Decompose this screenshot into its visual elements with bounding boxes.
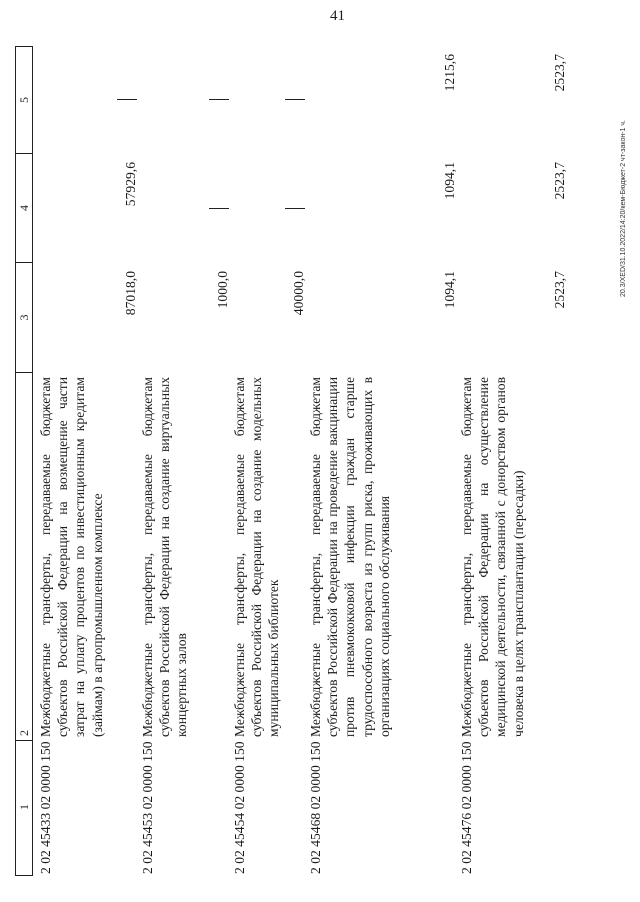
row-value-col3: 1094,1 [441, 271, 457, 309]
row-value-col5: 1215,6 [441, 54, 457, 92]
row-description: Межбюджетные трансферты, передаваемые бюджетам субъектов Российской Федерации на возмещение части затрат на уплату процентов по инвестиционным кредитам (займам) в агропромышленном комплексе [38, 377, 105, 737]
row-code: 2 02 45433 02 0000 150 [38, 741, 53, 874]
row-value-col3: 2523,7 [551, 271, 567, 309]
dash-mark [285, 208, 305, 209]
row-value-col3: 1000,0 [214, 271, 230, 309]
row-value-col5 [139, 46, 231, 154]
dash-mark [285, 100, 305, 101]
row-code: 2 02 45454 02 0000 150 [232, 741, 247, 874]
dash-mark [209, 100, 229, 101]
row-description: Межбюджетные трансферты, передаваемые бюджетам субъектов Российской Федерации на создание модельных муниципальных библиотек [232, 377, 282, 737]
row-code: 2 02 45453 02 0000 150 [140, 741, 155, 874]
header-col-2: 2 [16, 373, 32, 741]
row-description: Межбюджетные трансферты, передаваемые бюджетам субъектов Российской Федерации на осуществление медицинской деятельности, связанной с донорством органов человека в целях трансплантации (пересадки) [459, 377, 526, 737]
row-description: Межбюджетные трансферты, передаваемые бюджетам субъектов Российской Федерации на создание виртуальных концертных залов [140, 377, 190, 737]
dash-mark [209, 208, 229, 209]
table-row [307, 46, 458, 876]
row-value-col5 [37, 46, 139, 154]
table-row [231, 46, 307, 876]
row-value-col3: 40000,0 [290, 271, 306, 316]
table-row [139, 46, 231, 876]
budget-table [15, 46, 615, 876]
header-col-3: 3 [16, 263, 32, 373]
row-code: 2 02 45476 02 0000 150 [459, 741, 474, 874]
rotated-page-content [15, 46, 615, 876]
header-col-4: 4 [16, 154, 32, 263]
row-value-col4 [139, 154, 231, 263]
document-footer-note: 20.3/XED/31.10.2022/14:20/кем-Бюджет-2 чт-закон-1 ч. [620, 120, 627, 297]
page-number: 41 [330, 8, 345, 24]
row-value-col4: 2523,7 [551, 162, 567, 200]
table-header [15, 46, 33, 876]
row-value-col5: 2523,7 [551, 54, 567, 92]
row-value-col4: 1094,1 [441, 162, 457, 200]
dash-mark [117, 100, 137, 101]
row-value-col3: 87018,0 [122, 271, 138, 316]
row-value-col5 [231, 46, 307, 154]
row-value-col4: 57929,6 [122, 162, 138, 207]
row-description: Межбюджетные трансферты, передаваемые бюджетам субъектов Российской Федерации на проведение вакцинации против пневмококковой инфекции граждан старше трудоспособного возраста из групп риска, проживающих в организациях социального обслуживания [308, 377, 392, 737]
header-col-1: 1 [16, 741, 32, 876]
header-col-5: 5 [16, 46, 32, 154]
table-row [37, 46, 139, 876]
row-value-col4 [231, 154, 307, 263]
table-row [458, 46, 568, 876]
row-code: 2 02 45468 02 0000 150 [308, 741, 323, 874]
